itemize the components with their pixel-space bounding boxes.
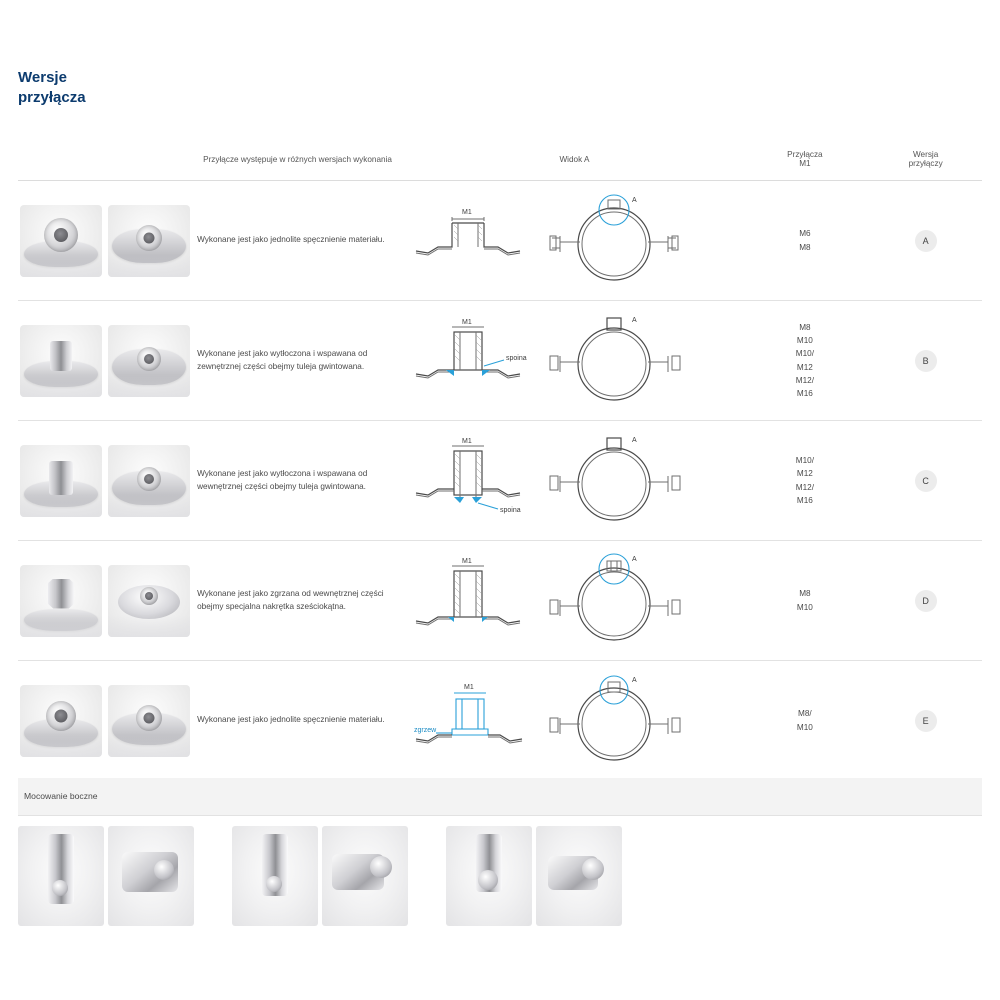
m1-value: M8/ <box>798 709 812 719</box>
side-mount-photos <box>18 826 982 936</box>
header-image-col <box>18 138 197 181</box>
row-photos <box>18 421 197 541</box>
clamp-drawing-d <box>544 546 694 656</box>
section-drawing-e <box>408 671 538 771</box>
row-description-cell <box>197 421 408 541</box>
product-photo <box>20 325 102 397</box>
row-m1-cell <box>740 661 869 781</box>
page-title <box>18 68 278 109</box>
row-description-cell <box>197 301 408 421</box>
product-photo <box>108 205 190 277</box>
header-view-a: Widok A <box>408 138 740 181</box>
section-drawing-c <box>408 427 538 535</box>
m1-value: M16 <box>796 495 813 505</box>
section-drawing-d <box>408 547 538 655</box>
m1-value: M10/ <box>795 456 814 466</box>
table-row <box>18 421 982 541</box>
side-mount-band <box>18 778 982 816</box>
side-mount-photo-pair <box>232 826 408 936</box>
m1-value: M16 <box>796 388 813 398</box>
version-badge: B <box>915 350 937 372</box>
version-badge: C <box>915 470 937 492</box>
row-drawing <box>408 541 740 661</box>
row-description-cell <box>197 661 408 781</box>
header-version <box>869 138 982 181</box>
row-description: Wykonane jest jako zgrzana od wewnętrznej części obejmy specjalna nakrętka sześciokątna. <box>197 588 384 611</box>
row-photos <box>18 181 197 301</box>
row-m1-cell <box>740 421 869 541</box>
versions-table <box>18 138 982 781</box>
version-badge: D <box>915 590 937 612</box>
m1-value: M8 <box>799 323 811 333</box>
m1-value: M10 <box>796 722 813 732</box>
drawing-label-m1: M1 <box>462 319 473 326</box>
row-version-cell <box>869 541 982 661</box>
header-version-line1: Wersja <box>912 150 939 159</box>
row-version-cell <box>869 181 982 301</box>
drawing-label-m1: M1 <box>462 437 473 445</box>
drawing-label-a: A <box>632 676 638 684</box>
row-description: Wykonane jest jako wytłoczona i wspawana od zewnętrznej części obejmy tuleja gwintowana. <box>197 348 368 371</box>
drawing-label-m1: M1 <box>462 208 473 216</box>
product-photo <box>108 445 190 517</box>
side-mount-title: Mocowanie boczne <box>24 791 98 801</box>
table-row <box>18 301 982 421</box>
side-mount-photo <box>322 826 408 926</box>
product-photo <box>20 205 102 277</box>
version-badge: E <box>915 710 937 732</box>
row-m1-cell <box>740 541 869 661</box>
row-description: Wykonane jest jako wytłoczona i wspawana od wewnętrznej części obejmy tuleja gwintowana. <box>197 468 368 491</box>
row-drawing <box>408 301 740 421</box>
product-photo <box>20 685 102 757</box>
drawing-label-a: A <box>632 555 638 563</box>
m1-value: M12/ <box>795 375 814 385</box>
row-description-cell <box>197 541 408 661</box>
m1-value: M12 <box>796 362 813 372</box>
drawing-label-weld: spoina <box>500 506 522 514</box>
header-m1 <box>740 138 869 181</box>
clamp-drawing-c <box>544 426 694 536</box>
row-m1-cell <box>740 301 869 421</box>
drawing-label-weld: zgrzew <box>414 726 437 734</box>
section-drawing-a <box>408 191 538 291</box>
table-row <box>18 181 982 301</box>
table-row <box>18 661 982 781</box>
row-drawing <box>408 181 740 301</box>
side-mount-photo <box>446 826 532 926</box>
row-photos <box>18 301 197 421</box>
row-description: Wykonane jest jako jednolite spęcznienie materiału. <box>197 235 385 245</box>
row-photos <box>18 661 197 781</box>
side-mount-photo-pair <box>18 826 194 936</box>
header-version-line2: przyłączy <box>908 159 943 168</box>
version-badge: A <box>915 230 937 252</box>
table-row <box>18 541 982 661</box>
m1-value: M10/ <box>795 349 814 359</box>
side-mount-photo <box>18 826 104 926</box>
header-m1-line2: M1 <box>799 159 811 168</box>
m1-value: M10 <box>796 602 813 612</box>
drawing-label-weld: spoina <box>506 355 528 362</box>
side-mount-photo <box>536 826 622 926</box>
clamp-drawing-b <box>544 306 694 416</box>
product-photo <box>20 565 102 637</box>
drawing-label-a: A <box>632 436 638 444</box>
clamp-drawing-a <box>544 186 694 296</box>
m1-value: M6 <box>799 229 811 239</box>
m1-value: M12/ <box>795 482 814 492</box>
side-mount-photo-pair <box>446 826 622 936</box>
product-photo <box>20 445 102 517</box>
clamp-drawing-e <box>544 666 694 776</box>
product-photo <box>108 685 190 757</box>
row-description: Wykonane jest jako jednolite spęcznienie materiału. <box>197 715 385 725</box>
product-photo <box>108 325 190 397</box>
product-photo <box>108 565 190 637</box>
row-version-cell <box>869 301 982 421</box>
row-drawing <box>408 421 740 541</box>
m1-value: M8 <box>799 242 811 252</box>
row-version-cell <box>869 661 982 781</box>
page-title-line2: przyłącza <box>18 89 86 107</box>
row-photos <box>18 541 197 661</box>
drawing-label-m1: M1 <box>462 557 473 565</box>
drawing-label-a: A <box>632 316 638 324</box>
drawing-label-a: A <box>632 196 638 204</box>
row-version-cell <box>869 421 982 541</box>
row-drawing <box>408 661 740 781</box>
row-m1-cell <box>740 181 869 301</box>
page-title-line1: Wersje <box>18 69 67 86</box>
side-mount-photo <box>108 826 194 926</box>
table-header-row <box>18 138 982 181</box>
side-mount-photo <box>232 826 318 926</box>
header-m1-line1: Przyłącza <box>787 150 823 159</box>
drawing-label-m1: M1 <box>464 683 475 691</box>
header-description: Przyłącze występuje w różnych wersjach wykonania <box>197 138 408 181</box>
m1-value: M8 <box>799 589 811 599</box>
m1-value: M12 <box>796 469 813 479</box>
row-description-cell <box>197 181 408 301</box>
section-drawing-b <box>408 308 538 413</box>
m1-value: M10 <box>796 336 813 346</box>
